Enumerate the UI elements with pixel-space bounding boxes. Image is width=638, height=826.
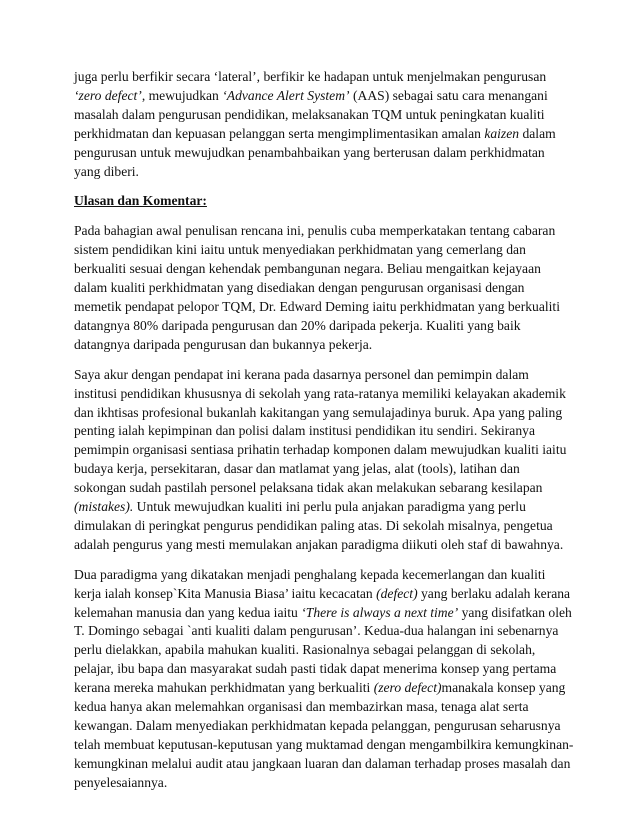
p3-zero-defect: (zero defect) [373,680,442,696]
intro-paragraph [74,68,574,181]
intro-text-a: juga perlu berfikir secara ‘lateral’, berfikir ke hadapan untuk menjelmakan pengurusan [74,69,547,84]
p3-text-c: yang berlaku adalah kerana kelemahan manusia dan yang kedua iaitu [74,585,571,620]
p3-text-e: yang disifatkan oleh T. Domingo sebagai `anti kualiti dalam pengurusan’. Kedua-dua halangan ini sebenarnya perlu dielakkan, apabila mahukan kualiti. Rasionalnya sebagai pelanggan di sekolah, pelajar, ibu bapa dan masyarakat sudah pasti tidak dapat menerima konsep yang pertama kerana mereka mahukan perkhidmatan yang berkualiti [74,604,572,696]
intro-kaizen: kaizen [484,125,520,141]
intro-zero-defect: ‘zero defect’ [74,87,142,103]
p3-defect: (defect) [376,585,418,601]
p2-text-a: Saya akur dengan pendapat ini kerana pada dasarnya personel dan pemimpin dalam institusi pendidikan khususnya di sekolah yang rata-ratanya memiliki kelayakan akademik dan ikhtisas profesional bukanlah kakitangan yang semulajadinya buruk. Apa yang paling penting ialah kepimpinan dan polisi dalam institusi pendidikan itu sendiri. Sekiranya pemimpin organisasi sentiasa prihatin terhadap komponen dalam mewujudkan kualiti iaitu budaya kerja, persekitaran, dasar dan matlamat yang jelas, alat (tools), latihan dan sokongan sudah pastilah personel pelaksana tidak akan melakukan sebarang kesilapan [74,366,567,496]
p2-mistakes: (mistakes). [74,499,134,515]
intro-text-c: , mewujudkan [141,87,223,103]
p3-text-a: Dua paradigma yang dikatakan menjadi penghalang kepada kecemerlangan dan kualiti kerja ialah konsep`Kita Manusia Biasa’ iaitu kecacatan [74,566,546,601]
intro-aas: ‘Advance Alert System’ [222,87,350,103]
p3-next-time: ‘There is always a next time’ [301,604,459,620]
paragraph-2 [74,366,574,555]
section-heading: Ulasan dan Komentar: [74,193,207,209]
intro-text-e: (AAS) sebagai satu cara menangani masalah dalam pengurusan pendidikan, melaksanakan TQM untuk peningkatan kualiti perkhidmatan dan kepuasan pelanggan serta mengimplimentasikan amalan [74,87,548,141]
intro-text-g: dalam pengurusan untuk mewujudkan penambahbaikan yang berterusan dalam perkhidmatan yang diberi. [74,125,556,179]
paragraph-1: Pada bahagian awal penulisan rencana ini, penulis cuba memperkatakan tentang cabaran sistem pendidikan kini iaitu untuk menyediakan perkhidmatan yang cemerlang dan berkualiti sesuai dengan kehendak pembangunan negara. Beliau mengaitkan kejayaan dalam kualiti perkhidmatan yang disediakan dengan pengurusan organisasi dengan memetik pendapat pelopor TQM, Dr. Edward Deming iaitu perkhidmatan yang berkualiti datangnya 80% daripada pengurusan dan 20% daripada pekerja. Kualiti yang baik datangnya daripada pengurusan dan bukannya pekerja. [74,223,560,352]
document-page [74,68,574,804]
p3-text-g: manakala konsep yang kedua hanya akan melemahkan organisasi dan membazirkan masa, tenaga alat serta kewangan. Dalam menyediakan perkhidmatan kepada pelanggan, pengurusan seharusnya telah membuat keputusan-keputusan yang muktamad dengan mengambilkira kemungkinan-kemungkinan melalui audit atau jangkaan luaran dan dalaman terhadap proses masalah dan penyelesaiannya. [74,680,574,790]
paragraph-3 [74,566,574,793]
p2-text-c: Untuk mewujudkan kualiti ini perlu pula anjakan paradigma yang perlu dimulakan di peringkat pengurus pendidikan paling atas. Di sekolah misalnya, pengetua adalah pengurus yang mesti memulakan anjakan paradigma diikuti oleh staf di bawahnya. [74,499,564,552]
